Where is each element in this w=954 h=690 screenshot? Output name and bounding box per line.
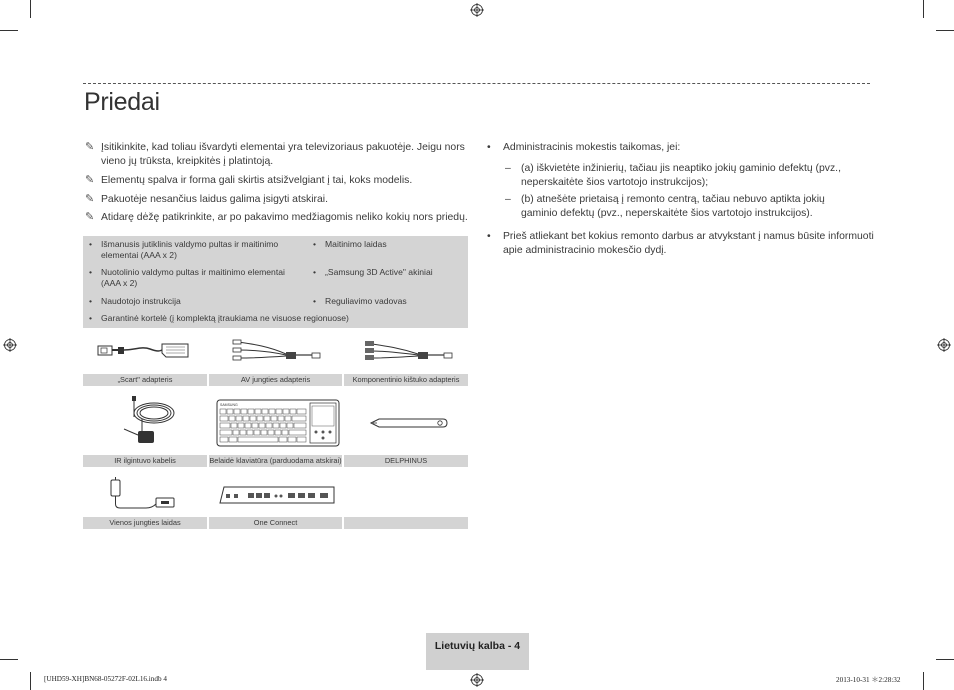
crop-mark [0,30,18,31]
dash: – [505,194,511,205]
keyboard-brand-label: SAMSUNG [220,403,238,407]
inform-note [487,230,877,258]
one-connect-cable-image [106,476,182,512]
page-number-label: Lietuvių kalba - 4 [426,633,529,670]
crop-mark [923,672,924,690]
bullet: • [313,239,317,249]
caption-empty [344,517,468,529]
note-item [85,141,470,168]
crop-mark [30,672,31,690]
registration-mark-icon [3,338,17,352]
scart-adapter-image [96,337,192,363]
pencil-icon: ✎ [85,174,95,186]
bullet: • [487,142,491,153]
list-item-text: Naudotojo instrukcija [101,296,181,306]
one-connect-box-image [218,485,338,507]
note-text: Įsitikinkite, kad toliau išvardyti elementai yra televizoriaus pakuotėje. Jeigu nors vieno jų trūksta, kreipkitės į platintoją. [101,142,465,167]
crop-mark [30,0,31,18]
list-item-text: Garantinė kortelė (į komplektą įtraukiama ne visuose regionuose) [101,313,349,323]
list-item [313,267,463,278]
fee-item-text: (a) iškvietėte inžinierių, tačiau jis neaptiko jokių gaminio defektų (pvz., neperskaitėte šios vartotojo instrukcijos); [521,163,841,188]
page-title: Priedai [84,88,160,116]
list-item-text: Maitinimo laidas [325,239,387,249]
pencil-icon: ✎ [85,141,95,153]
fee-item-a [505,162,860,190]
list-item [313,239,463,250]
bullet: • [313,267,317,277]
note-text: Elementų spalva ir forma gali skirtis atsižvelgiant į tai, koks modelis. [101,175,413,186]
footer-file-info: [UHD59-XH]BN68-05272F-02L16.indb 4 [44,675,167,683]
list-item [89,239,299,260]
dash: – [505,163,511,174]
fee-intro-text: Administracinis mokestis taikomas, jei: [503,142,681,153]
av-adapter-image [232,338,324,364]
section-divider [83,83,870,84]
pencil-icon: ✎ [85,211,95,223]
bullet: • [89,313,93,323]
caption-av-adapter: AV jungties adapteris [209,374,342,386]
caption-keyboard: Belaidė klaviatūra (parduodama atskirai) [209,456,342,465]
note-item [85,193,470,207]
component-adapter-image [364,338,456,364]
caption-one-connect-cable: Vienos jungties laidas [83,517,207,529]
crop-mark [923,0,924,18]
crop-mark [0,659,18,660]
fee-intro [487,141,877,155]
list-item-text: Reguliavimo vadovas [325,296,407,306]
list-item [89,296,299,307]
registration-mark-icon [470,3,484,17]
caption-ir-cable: IR ilgintuvo kabelis [83,455,207,467]
bullet: • [313,296,317,306]
list-item [313,296,463,307]
bullet: • [89,267,93,277]
footer-timestamp: 2013-10-31 ＊2:28:32 [836,676,901,684]
caption-scart-adapter: „Scart" adapteris [83,374,207,386]
pencil-icon: ✎ [85,193,95,205]
registration-mark-icon [470,673,484,687]
wireless-keyboard-image [216,399,340,447]
list-item-text: Nuotolinio valdymo pultas ir maitinimo elementai (AAA x 2) [101,267,285,288]
ir-extender-cable-image [120,395,180,451]
list-item [89,313,459,324]
list-item-text: Išmanusis jutiklinis valdymo pultas ir maitinimo elementai (AAA x 2) [101,239,279,260]
caption-delphinus: DELPHINUS [344,455,468,467]
note-text: Atidarę dėžę patikrinkite, ar po pakavimo medžiagomis neliko kokių nors priedų. [101,212,468,223]
caption-one-connect: One Connect [209,517,342,529]
note-item [85,211,470,225]
list-item-text: „Samsung 3D Active" akiniai [325,267,433,277]
crop-mark [936,659,954,660]
inform-note-text: Prieš atliekant bet kokius remonto darbus ar atvykstant į namus būsite informuoti apie administracinio mokesčio dydį. [503,231,874,256]
registration-mark-icon [937,338,951,352]
note-text: Pakuotėje nesančius laidus galima įsigyti atskirai. [101,194,328,205]
crop-mark [936,30,954,31]
fee-item-text: (b) atnešėte prietaisą į remonto centrą, tačiau nebuvo aptikta jokių gaminio defektų (pvz., neperskaitėte šios vartotojo instrukcijos). [521,194,825,219]
list-item [89,267,299,288]
bullet: • [89,296,93,306]
fee-item-b [505,193,860,221]
bullet: • [487,231,491,242]
caption-component-adapter: Komponentinio kištuko adapteris [344,374,468,386]
bullet: • [89,239,93,249]
note-item [85,174,470,188]
delphinus-image [369,413,449,433]
